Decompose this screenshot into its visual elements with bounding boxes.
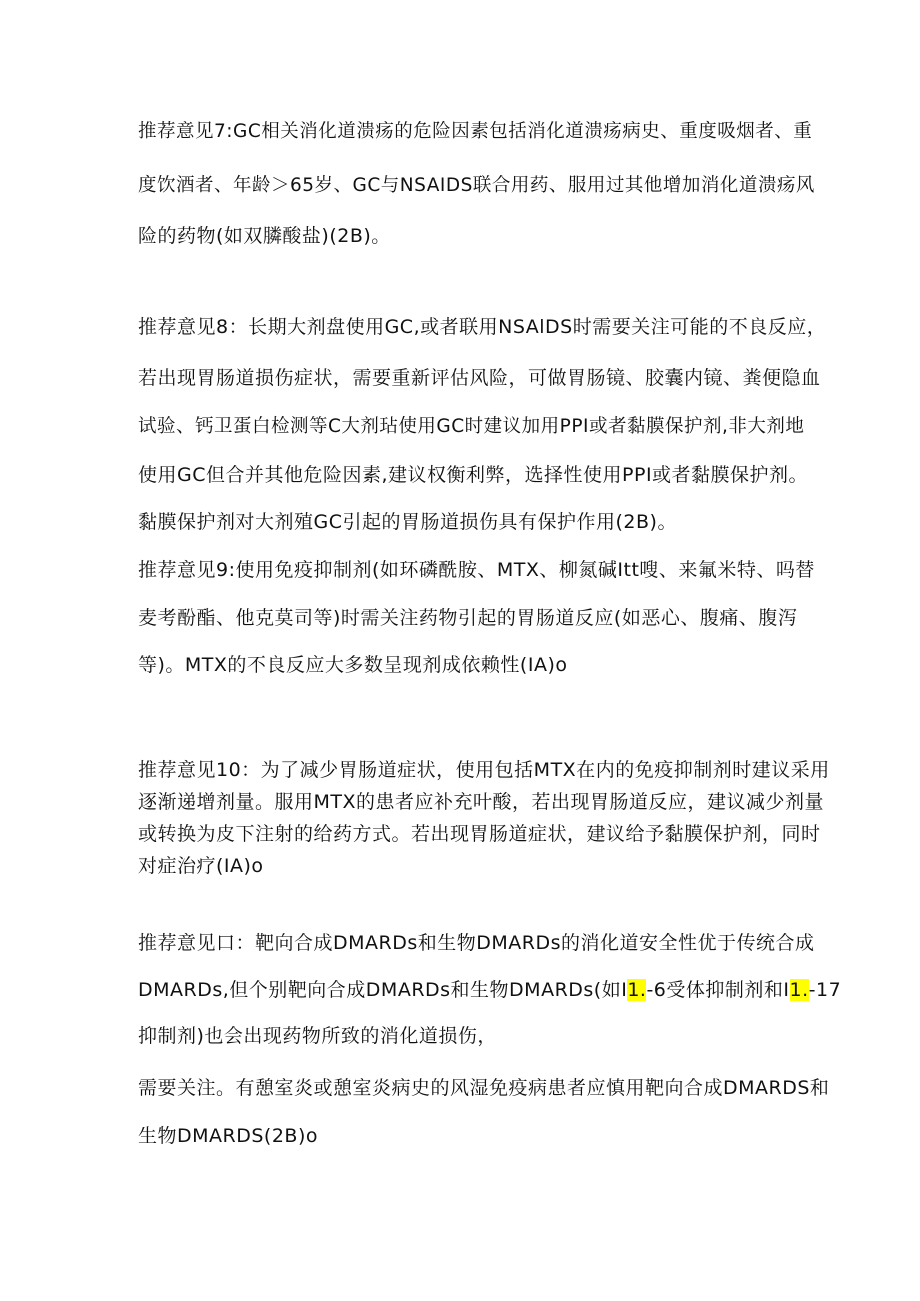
rec11-line-2-part-c: -17 bbox=[808, 979, 842, 1001]
highlight-mark: 1. bbox=[789, 979, 809, 1001]
rec8-line-4: 使用GC但合并其他危险因素,建议权衡利弊，选择性使用PPI或者黏膜保护剂。 bbox=[138, 464, 809, 486]
rec7-line-3: 险的药物(如双膦酸盐)(2B)。 bbox=[138, 225, 391, 247]
rec11-line-5: 生物DMARDS(2B)o bbox=[138, 1125, 318, 1147]
rec10-line-3: 或转换为皮下注射的给药方式。若出现胃肠道症状，建议给予黏膜保护剂，同时 bbox=[138, 823, 821, 845]
rec9-line-3: 等)。MTX的不良反应大多数呈现剂成依赖性(IA)o bbox=[138, 654, 568, 676]
rec9-line-2: 麦考酚酯、他克莫司等)时需关注药物引起的胃肠道反应(如恶心、腹痛、腹泻 bbox=[138, 607, 798, 629]
rec10-line-2: 逐渐递增剂量。服用MTX的患者应补充叶酸，若出现胃肠道反应，建议减少剂量 bbox=[138, 791, 825, 813]
rec11-line-4: 需要关注。有憩室炎或憩室炎病史的风湿免疫病患者应慎用靶向合成DMARDS和 bbox=[138, 1077, 830, 1099]
rec7-line-1: 推荐意见7:GC相关消化道溃疡的危险因素包括消化道溃疡病史、重度吸烟者、重 bbox=[138, 121, 813, 142]
rec8-line-1: 推荐意见8：长期大剂盘使用GC,或者联用NSAlDS时需要关注可能的不良反应， bbox=[138, 316, 827, 338]
highlight-mark: 1. bbox=[627, 979, 647, 1001]
rec7-line-2: 度饮酒者、年龄＞65岁、GC与NSAIDS联合用药、服用过其他增加消化道溃疡风 bbox=[138, 175, 815, 196]
rec8-line-5: 黏膜保护剂对大剂殖GC引起的胃肠道损伤具有保护作用(2B)。 bbox=[138, 511, 677, 533]
rec11-line-2 bbox=[138, 976, 842, 1004]
rec8-line-2: 若出现胃肠道损伤症状，需要重新评估风险，可做胃肠镜、胶囊内镜、粪便隐血 bbox=[138, 367, 821, 389]
rec11-line-1: 推荐意见口：靶向合成DMARDs和生物DMARDs的消化道安全性优于传统合成 bbox=[138, 932, 815, 954]
rec10-line-1: 推荐意见10：为了减少胃肠道症状，使用包括MTX在内的免疫抑制剂时建议采用 bbox=[138, 759, 830, 781]
rec10-line-4: 对症治疗(IA)o bbox=[138, 855, 264, 877]
rec11-line-2-part-a: DMARDs,但个别靶向合成DMARDs和生物DMARDs(如I bbox=[138, 979, 628, 1001]
rec11-line-3: 抑制剂)也会出现药物所致的消化道损伤， bbox=[138, 1025, 497, 1047]
rec9-line-1: 推荐意见9:使用免疫抑制剂(如环磷酰胺、MTX、柳氮碱Itt嗖、来氟米特、吗替 bbox=[138, 559, 815, 581]
rec8-line-3: 试验、钙卫蛋白检测等C大剂玷使用GC时建议加用PPI或者黏膜保护剂,非大剂地 bbox=[138, 416, 805, 437]
rec11-line-2-part-b: -6受体抑制剂和I bbox=[646, 979, 790, 1001]
